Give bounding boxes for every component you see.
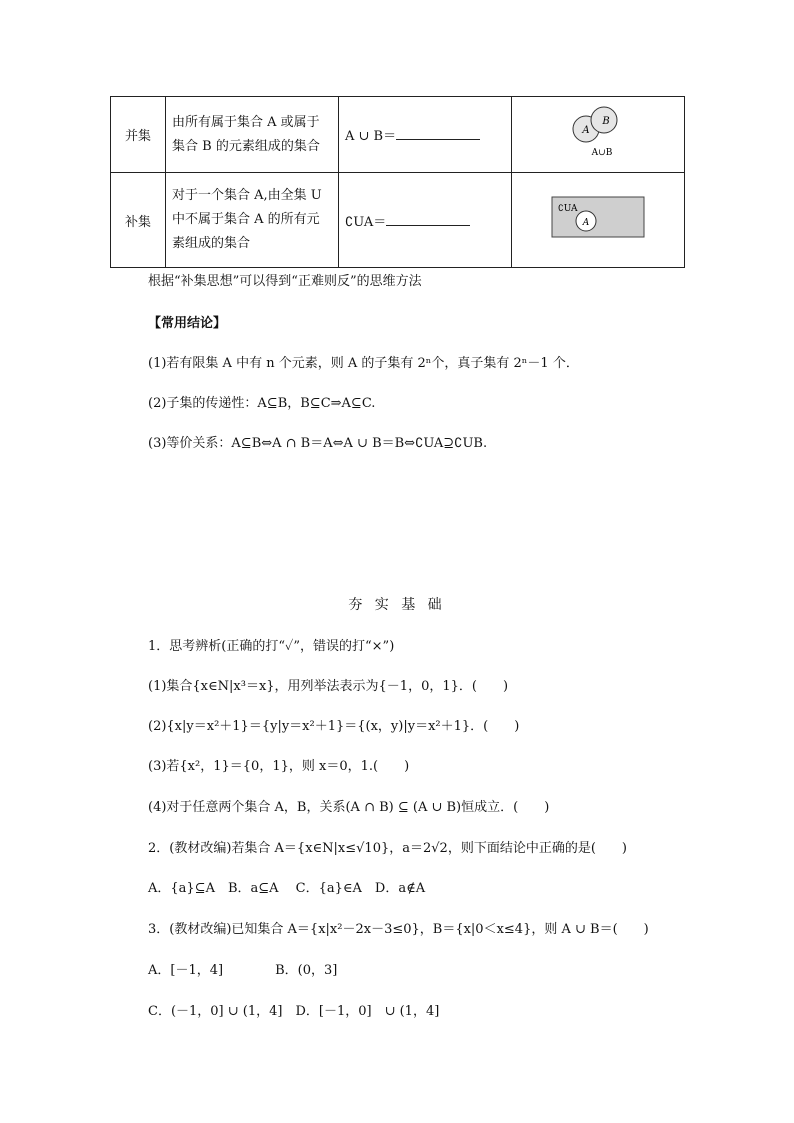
union-expression-text: A ∪ B＝ (345, 129, 397, 144)
exercise-1: 1．思考辨析(正确的打“✓”，错误的打“×”) (148, 639, 395, 654)
universal-set-rect (552, 197, 644, 237)
exercise-1-3: (3)若{x²，1}＝{0，1}，则 x＝0，1.( ) (148, 759, 410, 774)
complement-note: 根据“补集思想”可以得到“正难则反”的思维方法 (148, 274, 422, 289)
exercise-3-options-ab: A．[－1，4] B．(0，3] (148, 963, 338, 978)
conclusion-1: (1)若有限集 A 中有 n 个元素，则 A 的子集有 2ⁿ个，真子集有 2ⁿ－1 个． (148, 356, 579, 371)
union-name: 并集 (111, 97, 166, 173)
exercise-1-4: (4)对于任意两个集合 A，B，关系(A ∩ B) ⊆ (A ∪ B)恒成立．( ) (148, 800, 550, 815)
union-answer-blank[interactable] (396, 127, 480, 140)
union-expression (339, 97, 512, 173)
section-title: 夯 实 基 础 (348, 597, 446, 613)
exercise-3: 3．(教材改编)已知集合 A＝{x|x²－2x－3≤0}，B＝{x|0＜x≤4}，则 A ∪ B＝( ) (148, 922, 649, 937)
exercise-1-2: (2){x|y＝x²＋1}＝{y|y＝x²＋1}＝{(x，y)|y＝x²＋1}．( ) (148, 719, 520, 734)
union-venn-diagram (558, 105, 638, 161)
complement-venn-diagram (550, 195, 646, 241)
set-operations-table (110, 96, 685, 268)
complement-name: 补集 (111, 173, 166, 268)
exercise-3-options-cd: C．(－1，0] ∪ (1，4] D．[－1，0] ∪ (1，4] (148, 1004, 440, 1019)
complement-expression-text: ∁UA＝ (345, 214, 387, 230)
complement-figure-cell (512, 173, 685, 268)
exercise-2-options: A．{a}⊆A B．a⊆A C．{a}∈A D．a∉A (148, 881, 426, 896)
conclusion-2: (2)子集的传递性：A⊆B，B⊆C⇒A⊆C. (148, 396, 376, 411)
universal-label: ∁UA (558, 204, 578, 214)
venn-label-b: B (602, 115, 610, 127)
conclusion-3: (3)等价关系：A⊆B⇔A ∩ B＝A⇔A ∪ B＝B⇔∁UA⊇∁UB. (148, 436, 488, 451)
conclusions-title: 【常用结论】 (148, 316, 227, 331)
union-figure-cell (512, 97, 685, 173)
venn-label-a: A (582, 124, 590, 136)
venn-caption: A∪B (591, 147, 613, 158)
exercise-2: 2．(教材改编)若集合 A＝{x∈N|x≤√10}，a＝2√2，则下面结论中正确的是( ) (148, 841, 627, 856)
union-row (111, 97, 685, 173)
set-a-label: A (582, 218, 590, 228)
complement-definition: 对于一个集合 A,由全集 U 中不属于集合 A 的所有元素组成的集合 (166, 173, 339, 268)
exercise-1-1: (1)集合{x∈N|x³＝x}，用列举法表示为{－1，0，1}．( ) (148, 679, 509, 694)
union-definition: 由所有属于集合 A 或属于集合 B 的元素组成的集合 (166, 97, 339, 173)
complement-row (111, 173, 685, 268)
complement-answer-blank[interactable] (386, 213, 470, 226)
complement-expression (339, 173, 512, 268)
